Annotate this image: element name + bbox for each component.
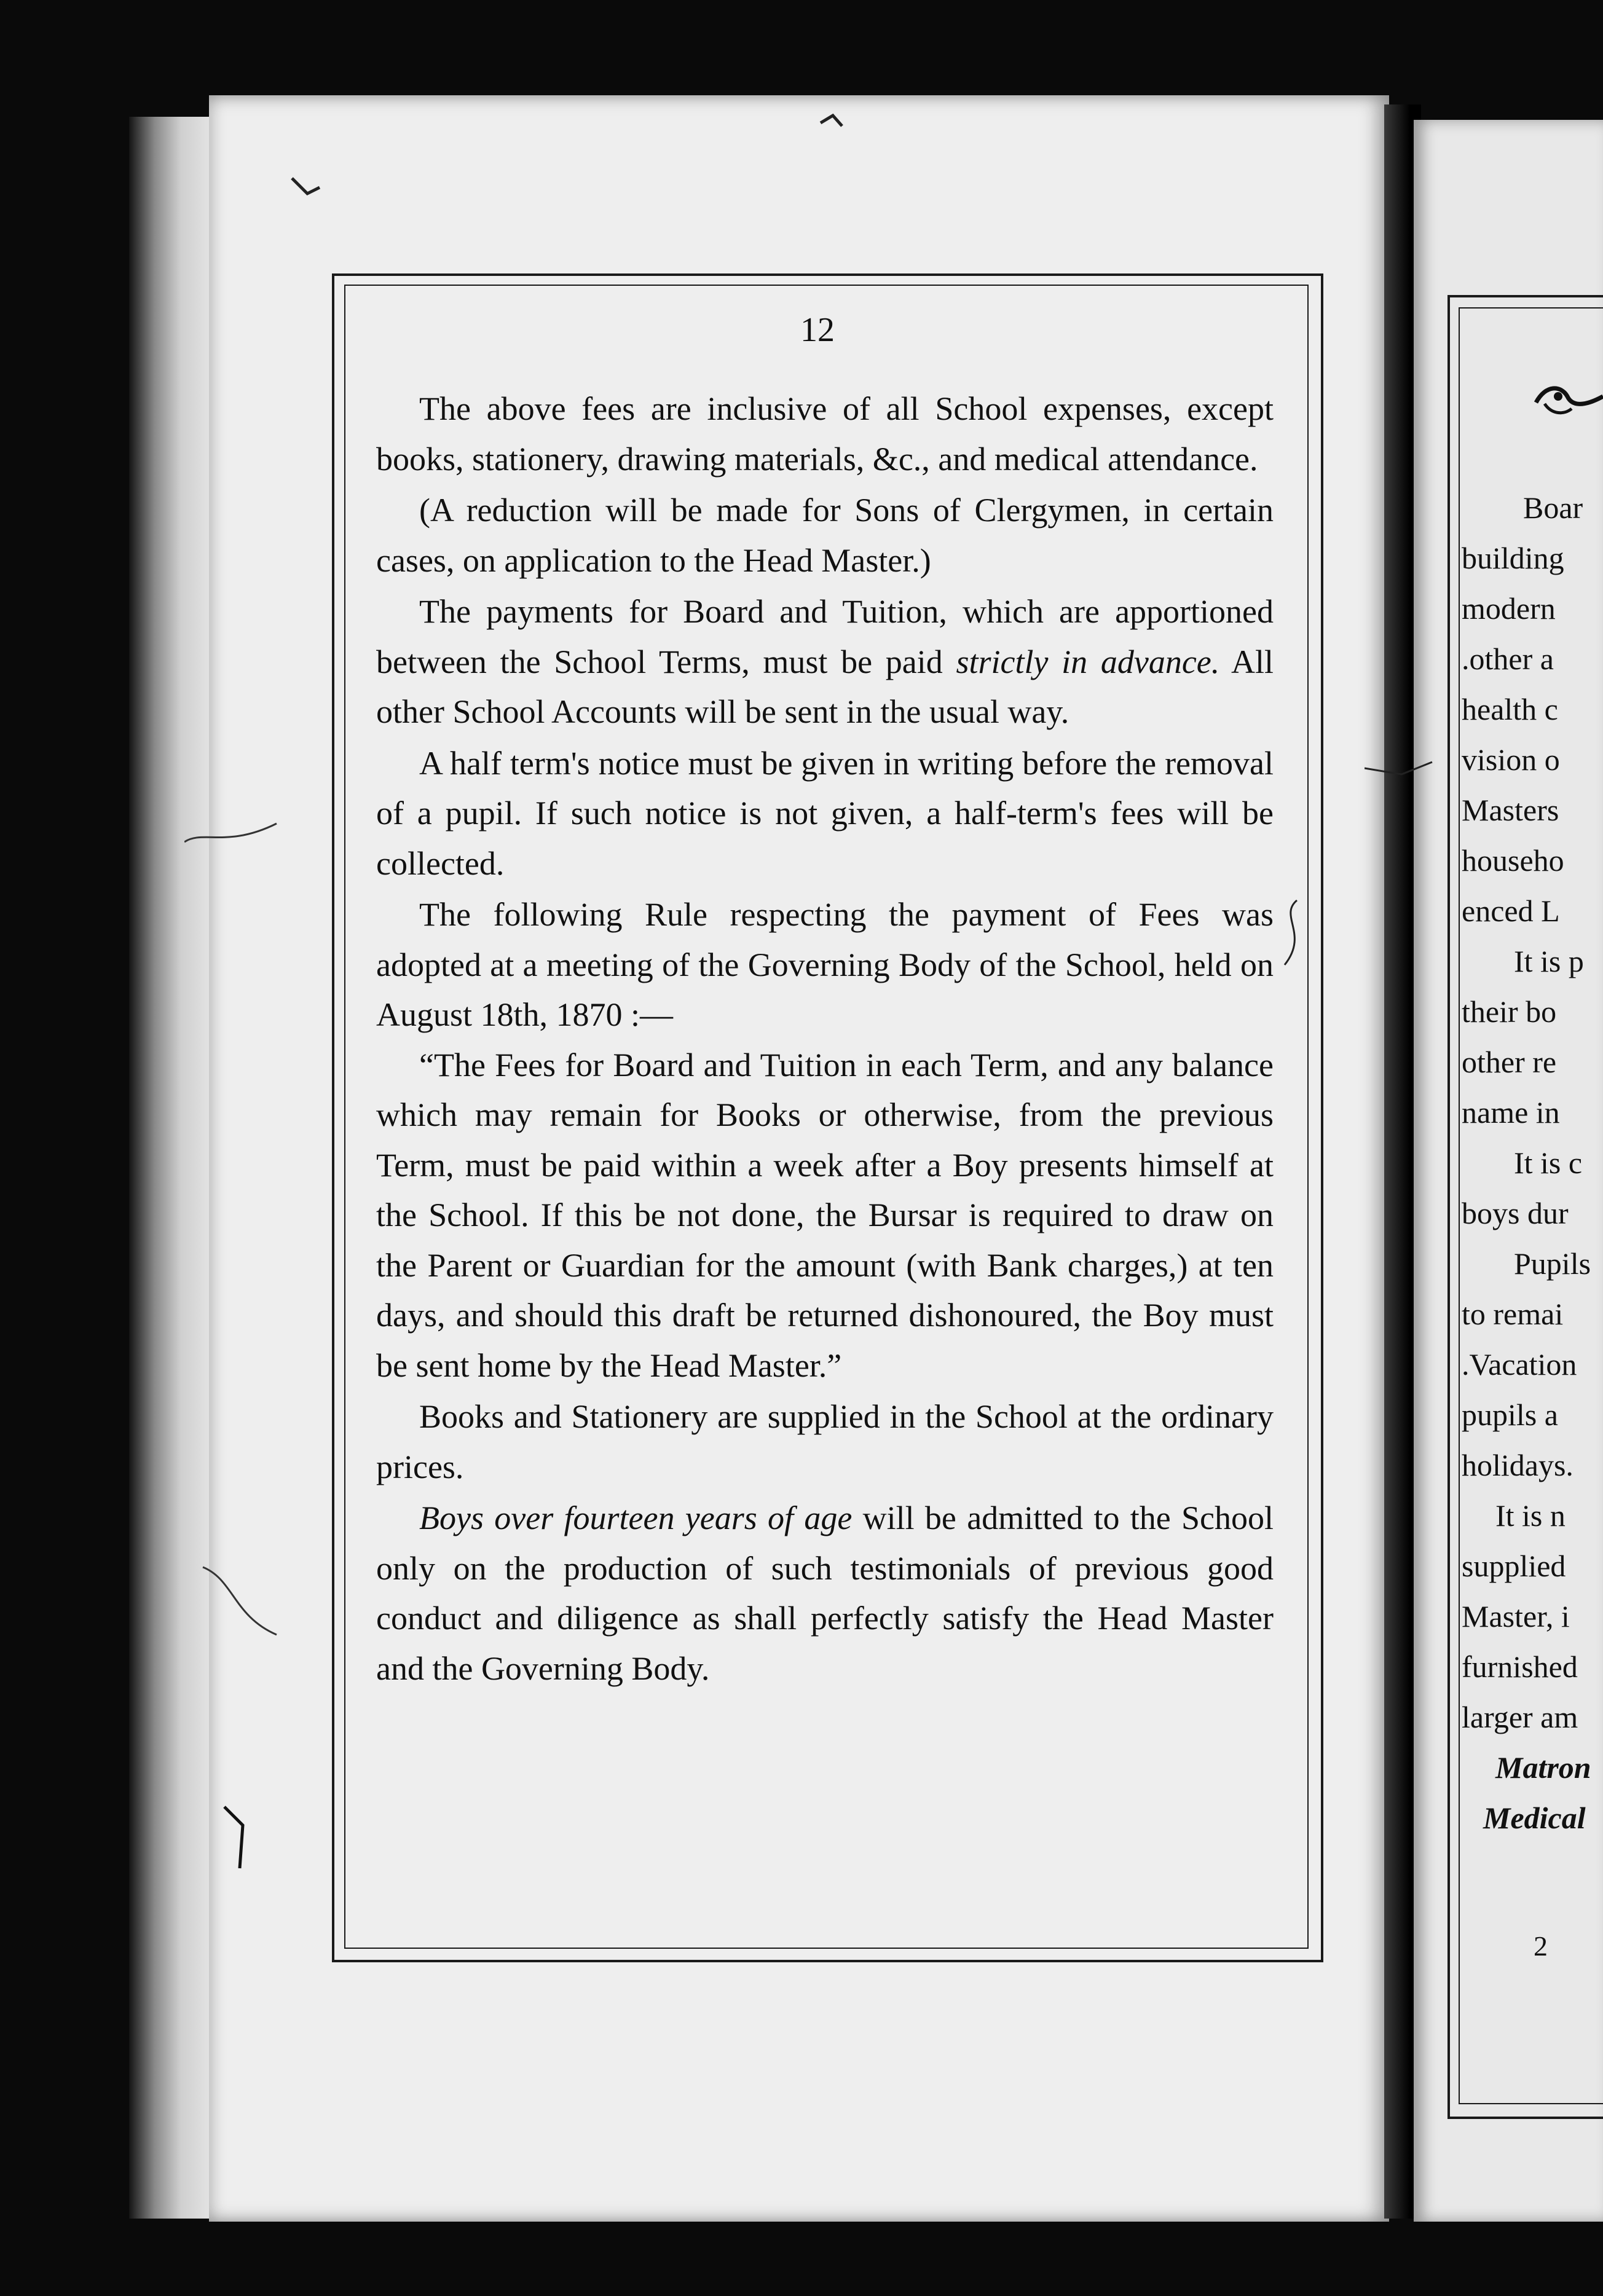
right-line: pupils a [1462,1398,1558,1432]
right-line: .other a [1462,642,1554,676]
left-page-body [376,384,1274,1694]
right-line: modern [1462,591,1556,626]
ink-mark [817,111,848,135]
right-line: building [1462,541,1564,575]
paragraph-books: Books and Stationery are supplied in the School at the ordinary prices. [376,1398,1274,1485]
right-line-medical: Medical [1483,1801,1586,1835]
right-line: vision o [1462,742,1560,777]
right-line: health c [1462,692,1558,726]
paragraph-payments [376,587,1274,737]
right-page-number: 2 [1534,1930,1548,1962]
book-spine [129,117,215,2219]
right-line: Pupils [1514,1246,1591,1281]
paragraph-notice: A half term's notice must be given in writing before the removal of a pupil. If such notice is not given, a half-term's fees will be collected. [376,744,1274,882]
ink-mark [1365,756,1438,793]
right-line: .Vacation [1462,1347,1577,1382]
right-line: other re [1462,1045,1557,1079]
right-line: Master, i [1462,1599,1570,1634]
right-line: It is n [1495,1498,1566,1533]
admission-text: will be admitted to the School only on the production of such testimonials of previous good conduct and diligence as shall perfectly satisfy the Head Master and the Governing Body. [376,1500,1274,1687]
strictly-in-advance: strictly in advance. [956,643,1220,680]
other-accounts-text: All other School Accounts will be sent in the usual way. [376,643,1274,730]
right-line: name in [1462,1095,1560,1130]
right-line: boys dur [1462,1196,1569,1230]
right-line: Boar [1523,490,1583,525]
paragraph-reduction: (A reduction will be made for Sons of Clergymen, in certain cases, on application to the Head Master.) [376,492,1274,579]
right-line: furnished [1462,1649,1578,1684]
right-line: holidays. [1462,1448,1573,1482]
ink-mark [184,805,283,860]
boys-over-fourteen: Boys over fourteen years of age [419,1500,853,1536]
ink-mark [218,1801,267,1874]
paragraph-boys-over-fourteen [376,1493,1274,1694]
right-line: enced L [1462,894,1560,928]
paragraph-rule-intro: The following Rule respecting the payment of Fees was adopted at a meeting of the Governing Body of the School, held on August 18th, 1870 :— [376,896,1274,1033]
right-line: It is p [1514,944,1584,978]
left-page-number: 12 [800,311,835,349]
right-line: to remai [1462,1297,1564,1331]
right-line: larger am [1462,1700,1578,1734]
ink-mark [197,1561,283,1647]
right-line-matron: Matron [1495,1750,1591,1785]
ornament-icon [1534,378,1603,427]
paragraph-rule-quote: “The Fees for Board and Tuition in each Term, and any balance which may remain for Books or otherwise, from the previous Term, must be paid within a week after a Boy presents himself at the School. If this be not done, the Bursar is required to draw on the Parent or Guardian for the amount (with Bank charges,) at ten days, and should this draft be returned dishonoured, the Boy must be sent home by the Head Master.” [376,1046,1274,1384]
right-line: supplied [1462,1549,1566,1583]
paragraph-fees: The above fees are inclusive of all School expenses, except books, stationery, drawing materials, &c., and medical attendance. [376,390,1274,478]
right-line: Masters [1462,793,1559,827]
ink-mark [1272,897,1315,971]
right-line: househo [1462,843,1564,878]
right-line: their bo [1462,994,1557,1029]
right-line: It is c [1514,1146,1583,1180]
ink-mark [289,172,326,209]
right-page-body [1462,482,1603,1843]
payments-text: The payments for Board and Tuition, which are apportioned between the School Terms, must be paid [376,593,1274,680]
